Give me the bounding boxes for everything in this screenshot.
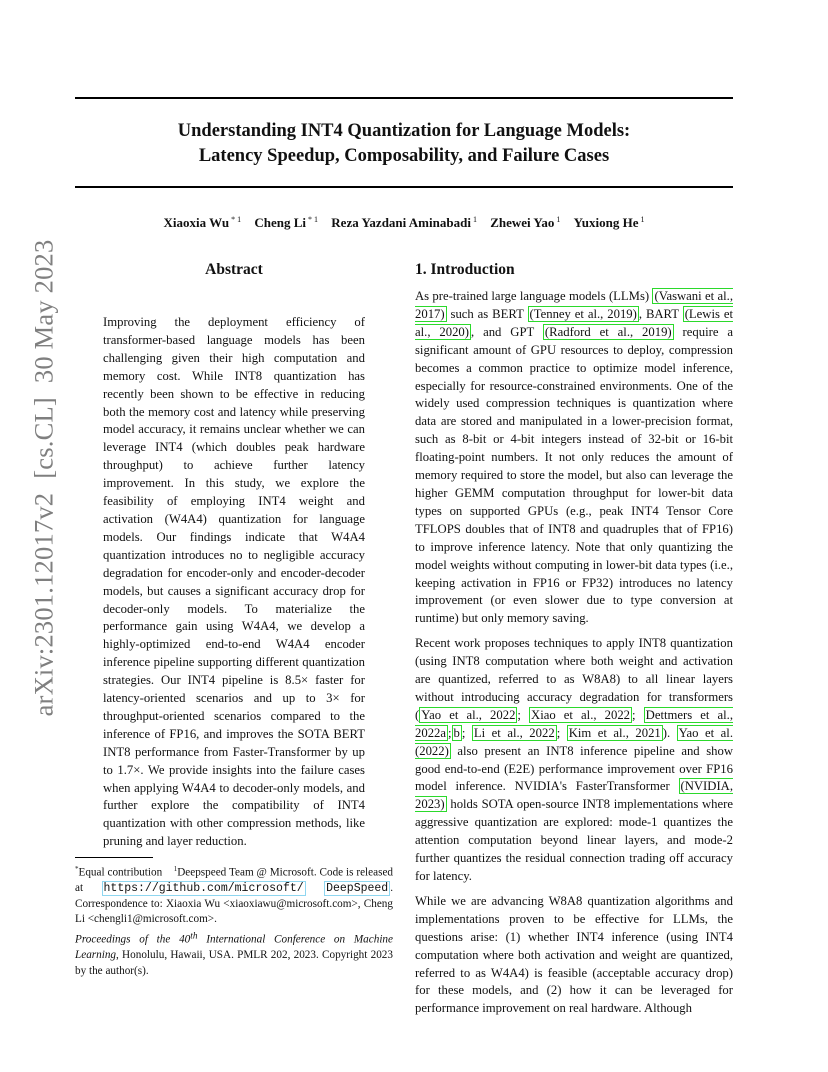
proceedings-note: Proceedings of the 40th International Conference on Machine Learning, Honolulu, Hawaii, USA. PMLR 202, 2023. Copyright 2023 by the author(s).: [75, 931, 393, 977]
abstract-text: Improving the deployment efficiency of transformer-based language models has been challenging given their high computation and memory cost. While INT8 quantization has recently been shown to be effective in reducing both the memory cost and latency while preserving model accuracy, it remains unclear whether we can leverage INT4 (which doubles peak hardware throughput) to achieve further latency improvement. In this study, we explore the feasibility of employing INT4 weight and activation (W4A4) quantization for language models. Our findings indicate that W4A4 quantization introduces no to negligible accuracy degradation for encoder-only and encoder-decoder models, but causes a significant accuracy drop for decoder-only models. To materialize the performance gain using W4A4, we develop a highly-optimized end-to-end W4A4 encoder inference pipeline supporting different quantization strategies. Our INT4 pipeline is 8.5× faster for latency-oriented scenarios and up to 3× for throughput-oriented scenarios compared to the inference of FP16, and improves the SOTA BERT INT8 performance from Faster-Transformer by up to 1.7×. We provide insights into the failure cases when applying W4A4 to decoder-only models, and further explore the compatibility of INT4 quantization with other compression methods, like pruning and layer reduction.: [103, 315, 365, 849]
intro-paragraph-2: Recent work proposes techniques to apply INT8 quantization (using INT8 computation where both weight and activation are quantized, referred to as W8A8) to all linear layers without introducing accuracy degradation for transformers ( Yao et al., 2022 ; Xiao et al., 2022 ; Dettmers et al., 2022a ; b ; Li et al., 2022 ; Kim et al., 2021 ). Yao et al. (2022) also present an INT8 inference pipeline and show good end-to-end (E2E) performance improvement over FP16 model inference. NVIDIA's FasterTransformer (NVIDIA, 2023) holds SOTA open-source INT8 implementations where aggressive quantization are explored: mode-1 quantizes the attention computation beyond linear layers, and mode-2 further quantizes the residual connection trading off accuracy for latency.: [415, 636, 734, 883]
footnote-rule: [75, 857, 153, 858]
author: Xiaoxia Wu $^{* 1}$: [163, 215, 242, 231]
citation-link[interactable]: Dettmers et al., 2022a: [415, 707, 734, 740]
proceedings-prefix: Proceedings of the 40: [75, 933, 191, 946]
proceedings-rest: , Honolulu, Hawaii, USA. PMLR 202, 2023. Copyright 2023 by the author(s).: [75, 949, 393, 977]
footnote-correspondence: . Correspondence to: Xiaoxia Wu <xiaoxiawu@microsoft.com>, Cheng Li <chengli1@microsoft.com>.: [75, 882, 394, 925]
citation-link[interactable]: (Radford et al., 2019): [544, 324, 672, 339]
author-list: [75, 215, 733, 231]
footnote-code-prefix: Code is released at: [75, 866, 394, 895]
citation-link[interactable]: (Vaswani et al., 2017): [415, 289, 733, 321]
title-rule-top: [75, 97, 733, 99]
arxiv-stamp[interactable]: [29, 240, 60, 717]
arxiv-date: 30 May 2023: [28, 239, 59, 384]
paper-title: [75, 119, 733, 169]
author: Yuxiong He $^1$: [573, 215, 645, 231]
arxiv-category: [cs.CL]: [28, 397, 59, 479]
footnote: *Equal contribution $^1$Deepspeed Team @ Microsoft. Code is released at https://github.com/microsoft/ DeepSpeed . Correspondence to: Xiaoxia Wu <xiaoxiawu@microsoft.com>, Cheng Li <chengli1@microsoft.com>.: [75, 865, 394, 925]
title-rule-bottom: [75, 186, 733, 188]
citation-link[interactable]: Li et al., 2022: [473, 725, 555, 740]
citation-link[interactable]: Yao et al. (2022): [415, 725, 733, 758]
citation-link[interactable]: (Tenney et al., 2019): [529, 306, 637, 321]
code-url-link[interactable]: https://github.com/microsoft/: [103, 882, 304, 896]
citation-link[interactable]: b: [453, 725, 460, 740]
footnote-affiliation: Deepspeed Team @ Microsoft.: [177, 866, 317, 879]
footnote-equal: Equal contribution: [78, 866, 163, 879]
abstract-heading: Abstract: [205, 261, 263, 278]
citation-link[interactable]: (Lewis et al., 2020): [415, 306, 733, 339]
citation-link[interactable]: (NVIDIA, 2023): [415, 779, 733, 812]
abstract-body: [103, 314, 365, 858]
citation-link[interactable]: Yao et al., 2022: [421, 707, 516, 722]
author: Zhewei Yao $^1$: [490, 215, 561, 231]
title-line-1: Understanding INT4 Quantization for Language Models:: [177, 121, 631, 141]
arxiv-id[interactable]: arXiv:2301.12017v2: [28, 492, 59, 717]
code-url-link-cont[interactable]: DeepSpeed: [326, 882, 389, 896]
intro-paragraph-3: While we are advancing W8A8 quantization algorithms and implementations proven to be effective for LLMs, the questions arise: (1) whether INT4 inference (using INT4 computation where both activation and weight are quantized, referred to as W4A4) is feasible (acceptable accuracy drop) for these models, and (2) how it can be leveraged for performance improvement on real hardware. Although: [415, 893, 733, 1016]
citation-link[interactable]: Xiao et al., 2022: [531, 707, 631, 722]
author: Reza Yazdani Aminabadi $^1$: [331, 215, 477, 231]
author: Cheng Li $^{* 1}$: [254, 215, 319, 231]
proceedings-venue: International Conference on Machine Learning: [75, 933, 393, 962]
intro-paragraph-1: As pre-trained large language models (LLMs) (Vaswani et al., 2017) such as BERT (Tenney et al., 2019) , BART (Lewis et al., 2020) , and GPT (Radford et al., 2019) require a significant amount of GPU resources to deploy, compression becomes a common practice to optimize model inference, especially for resource-constrained environments. One of the widely used compression techniques is quantization where data are stored and manipulated in a lower-precision format, such as 8-bit or 4-bit integers instead of 32-bit or 16-bit floating-point numbers. It not only reduces the amount of memory required to store the model, but also can leverage the higher GEMM computation throughput for lower-bit data types on supported GPUs (e.g., peak INT4 Tensor Core TFLOPS doubles that of INT8 and quadruples that of FP16) to improve inference latency. Note that only quantizing the model weights without computing in lower-bit data types (i.e., keeping activation in FP16 or FP32) introduces no latency improvement (or even slower due to type conversion at runtime) but only memory saving.: [415, 289, 733, 626]
title-line-2: Latency Speedup, Composability, and Failure Cases: [198, 146, 610, 166]
introduction-body: [415, 288, 733, 1025]
introduction-heading: 1. Introduction: [415, 261, 515, 278]
citation-link[interactable]: Kim et al., 2021: [568, 725, 661, 740]
